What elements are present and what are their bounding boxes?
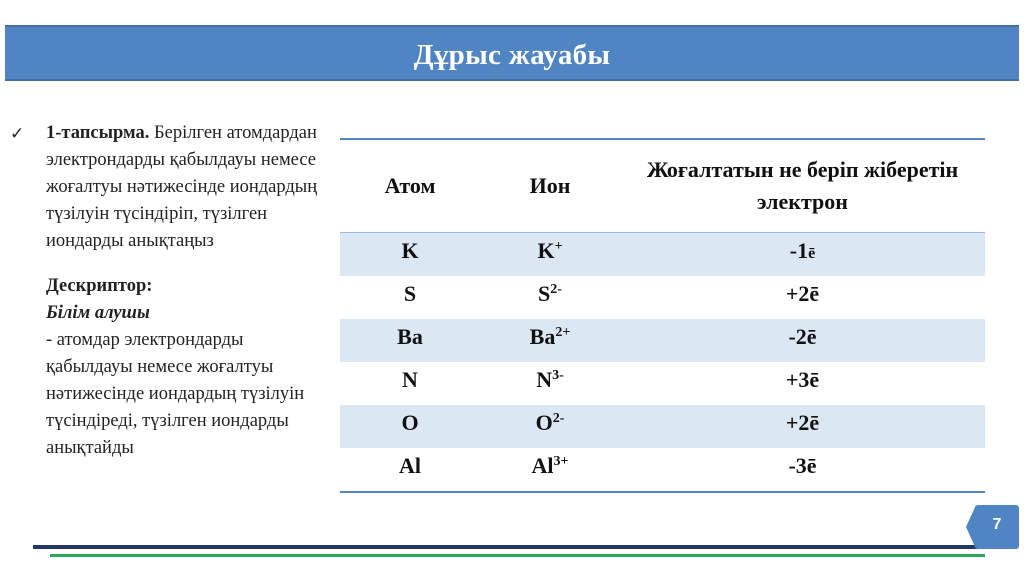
cell-atom: O (340, 405, 480, 448)
ion-charge: 2- (552, 411, 565, 426)
cell-electron: +2ē (620, 405, 985, 448)
cell-atom: Al (340, 448, 480, 492)
ion-charge: 3- (552, 368, 564, 383)
page-number: 7 (992, 516, 1002, 533)
checkmark-icon: ✓ (10, 124, 25, 144)
title-banner (5, 25, 1019, 81)
task-block (46, 120, 330, 255)
ion-charge: 2- (550, 282, 562, 297)
ion-charge: + (554, 239, 563, 254)
electron-symbol: ē (809, 367, 820, 392)
cell-electron: -3ē (620, 448, 985, 492)
electron-symbol: ē (808, 245, 816, 262)
cell-atom: S (403, 281, 417, 306)
task-text: Берілген атомдардан электрондарды қабылдауы немесе жоғалтуы нәтижесінде иондардың түзілуін түсіндіріп, түзілген иондарды анықтаңыз (46, 123, 318, 251)
electron-symbol: ē (806, 453, 817, 478)
cell-ion: $O^{2-}$ (480, 405, 620, 448)
cell-atom: Ba (340, 319, 480, 362)
cell-electron: -1ē (620, 233, 985, 277)
footer-line-green (50, 554, 985, 557)
cell-ion: $Ba^{2+}$ (480, 319, 620, 362)
table-row (340, 448, 985, 492)
page-number-badge (975, 505, 1019, 549)
table-row (340, 362, 985, 405)
table-row (340, 319, 985, 362)
electron-symbol: ē (809, 281, 820, 306)
ion-charge: 2+ (555, 325, 571, 340)
cell-atom: N (402, 367, 418, 392)
electron-symbol: ē (806, 324, 817, 349)
cell-atom: K (340, 233, 480, 277)
ion-charge: 3+ (553, 454, 569, 469)
table-row (340, 405, 985, 448)
header-atom: Атом (340, 139, 480, 233)
cell-electron: -2ē (620, 319, 985, 362)
task-description (10, 120, 330, 462)
footer-line-navy (33, 545, 1001, 549)
cell-ion: $S^{2-}$ (538, 281, 562, 306)
cell-ion: $Al^{3+}$ (480, 448, 620, 492)
table-row (340, 233, 985, 277)
slide-title: Дұрыс жауабы (413, 39, 611, 71)
descriptor-subtitle: Білім алушы (46, 303, 150, 323)
header-electron: Жоғалтатын не беріп жіберетін электрон (620, 139, 985, 233)
cell-electron: +2ē (785, 281, 820, 306)
electron-symbol: ē (809, 410, 820, 435)
cell-electron: +3ē (785, 367, 820, 392)
task-label: 1-тапсырма. (46, 123, 150, 143)
table-row (340, 276, 985, 319)
table-header-row (340, 139, 985, 233)
ion-table (340, 138, 985, 493)
descriptor-block (46, 273, 330, 462)
descriptor-title: Дескриптор: (46, 276, 153, 296)
cell-ion: K+ (480, 233, 620, 277)
header-ion: Ион (480, 139, 620, 233)
cell-ion: $N^{3-}$ (536, 367, 564, 392)
descriptor-text: - атомдар электрондарды қабылдауы немесе жоғалтуы нәтижесінде иондардың түзілуін түсіндіреді, түзілген иондарды анықтайды (46, 330, 305, 458)
